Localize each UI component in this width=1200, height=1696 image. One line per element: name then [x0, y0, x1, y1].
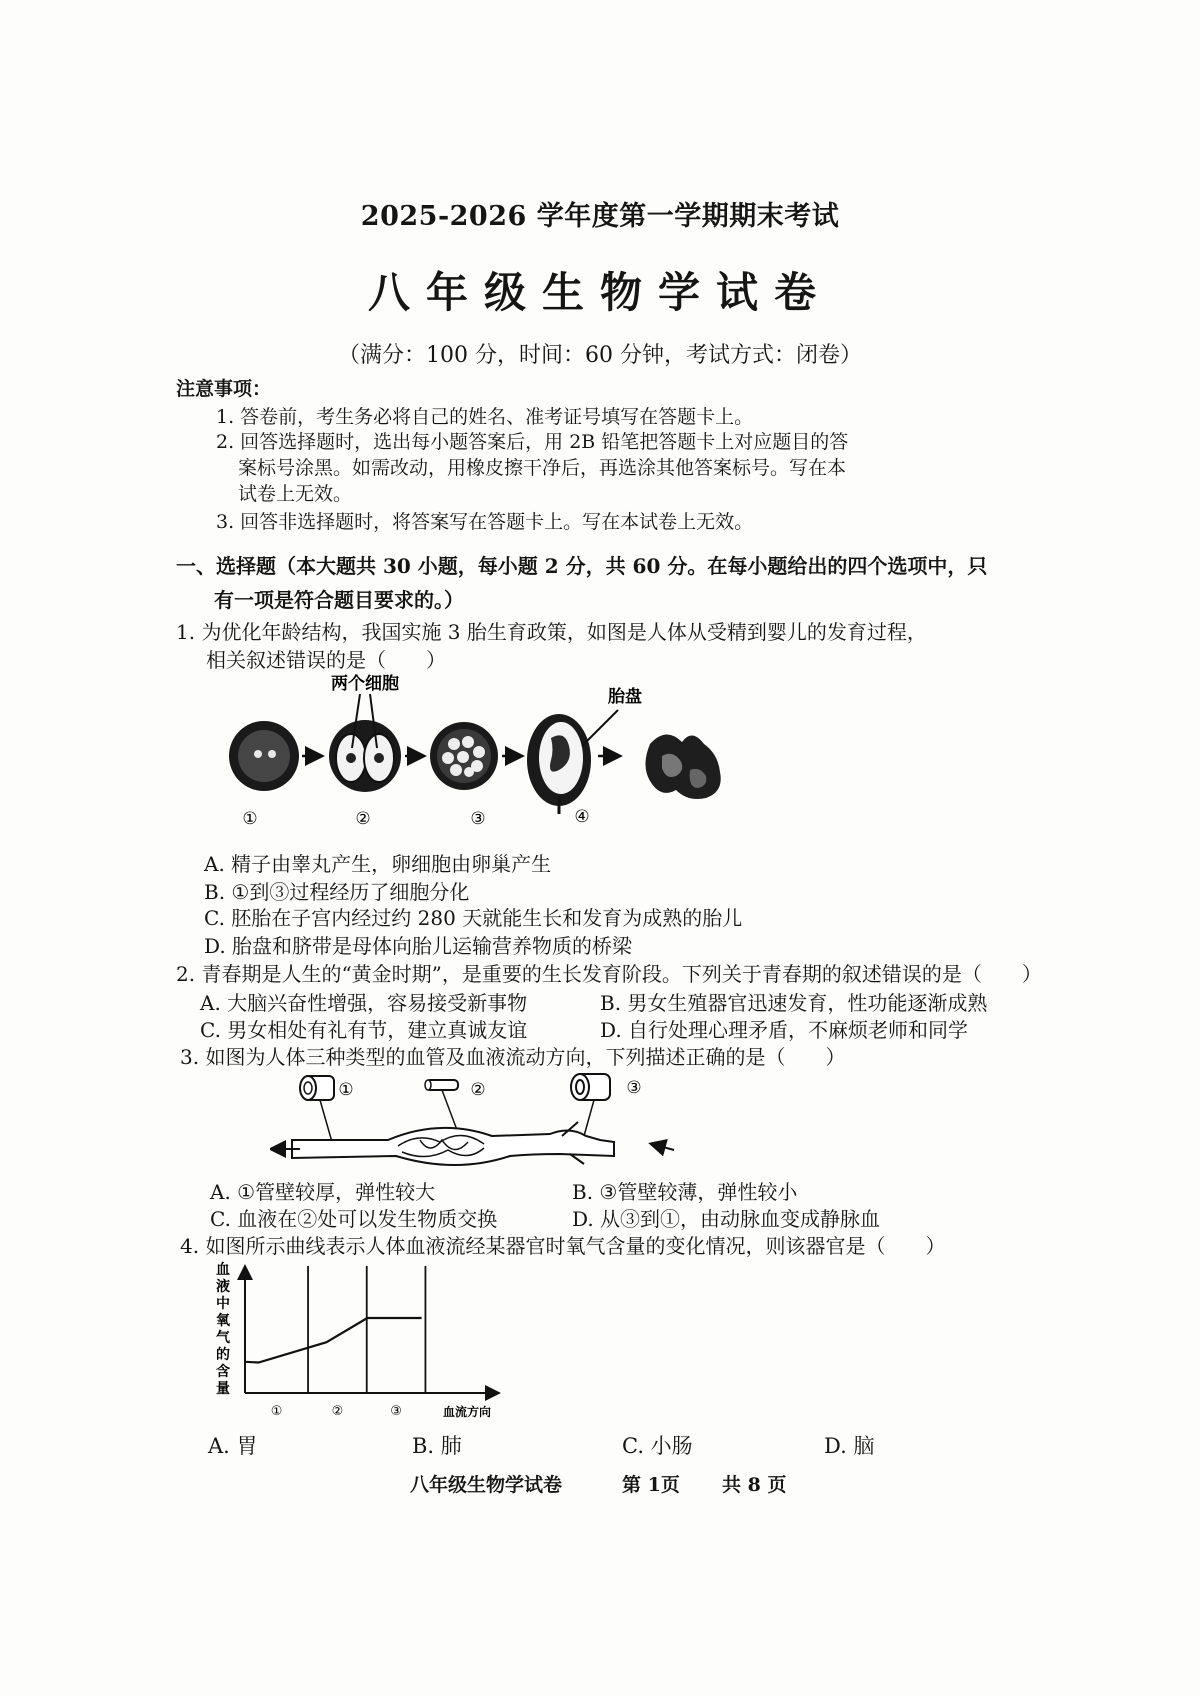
option-c: C. 血液在②处可以发生物质交换: [210, 1207, 498, 1231]
option-a: A. 大脑兴奋性增强，容易接受新事物: [200, 991, 528, 1015]
footer-page-number: 第 1页: [622, 1474, 680, 1496]
footer-total-pages: 共 8 页: [722, 1474, 787, 1496]
notice-item: 试卷上无效。: [238, 483, 353, 505]
vessel-1-section: [300, 1076, 334, 1100]
vessel-2-section: [425, 1080, 458, 1090]
option-c: C. 小肠: [622, 1434, 693, 1458]
option-b: B. 肺: [412, 1434, 462, 1458]
oxygen-series-line: [245, 1318, 422, 1363]
notice-heading: 注意事项：: [176, 378, 272, 400]
label-placenta: 胎盘: [608, 687, 642, 707]
question-stem: 相关叙述错误的是（ ）: [206, 648, 446, 672]
question-stem: 4. 如图所示曲线表示人体血液流经某器官时氧气含量的变化情况，则该器官是（ ）: [180, 1234, 946, 1258]
subject-title: 八年级生物学试卷: [367, 268, 832, 317]
option-a: A. 胃: [208, 1434, 258, 1458]
vessel-label: ③: [626, 1078, 642, 1098]
stage-label: ①: [242, 809, 258, 829]
notice-item: 2. 回答选择题时，选出每小题答案后，用 2B 铅笔把答题卡上对应题目的答: [216, 431, 849, 453]
stage-label: ③: [470, 809, 486, 829]
stage-label: ④: [574, 807, 590, 827]
y-axis-label-char: 氧: [216, 1313, 230, 1329]
notice-item: 1. 答卷前，考生务必将自己的姓名、准考证号填写在答题卡上。: [216, 406, 754, 428]
exam-info: （满分：100 分，时间：60 分钟，考试方式：闭卷）: [338, 343, 862, 368]
y-axis-label-char: 中: [216, 1296, 230, 1312]
option-b: B. 男女生殖器官迅速发育，性功能逐渐成熟: [600, 991, 988, 1015]
y-axis-label-char: 的: [216, 1347, 230, 1363]
section-heading: 有一项是符合题目要求的。）: [214, 588, 464, 612]
question-stem: 2. 青春期是人生的“黄金时期”，是重要的生长发育阶段。下列关于青春期的叙述错误的是（ ）: [176, 962, 1042, 986]
question-stem: 3. 如图为人体三种类型的血管及血液流动方向，下列描述正确的是（ ）: [180, 1045, 846, 1069]
vessel-label: ①: [338, 1080, 354, 1100]
x-axis-label: 血流方向: [442, 1405, 492, 1419]
vessel-label: ②: [470, 1080, 486, 1100]
stage1-zygote: [229, 721, 299, 791]
footer-paper-title: 八年级生物学试卷: [410, 1474, 563, 1496]
x-category-label: ③: [390, 1404, 402, 1419]
embryo-development-figure: [220, 672, 780, 834]
option-c: C. 胚胎在子宫内经过约 280 天就能生长和发育为成熟的胎儿: [204, 906, 743, 930]
option-d: D. 从③到①，由动脉血变成静脉血: [572, 1207, 881, 1231]
option-b: B. ①到③过程经历了细胞分化: [204, 880, 470, 904]
x-category-label: ①: [270, 1404, 283, 1419]
y-axis-label: [216, 1261, 231, 1397]
option-d: D. 脑: [824, 1434, 875, 1458]
y-axis-label-char: 量: [216, 1381, 230, 1397]
option-d: D. 自行处理心理矛盾，不麻烦老师和同学: [600, 1018, 969, 1042]
exam-title: 2025-2026 学年度第一学期期末考试: [360, 201, 840, 232]
x-category-label: ②: [331, 1404, 344, 1419]
notice-item: 3. 回答非选择题时，将答案写在答题卡上。写在本试卷上无效。: [216, 511, 754, 533]
stage3-morula: [430, 722, 498, 790]
option-a: A. ①管壁较厚，弹性较大: [210, 1180, 436, 1204]
option-c: C. 男女相处有礼有节，建立真诚友谊: [200, 1018, 528, 1042]
section-heading: 一、选择题（本大题共 30 小题，每小题 2 分，共 60 分。在每小题给出的四个选项中，只: [176, 554, 988, 578]
label-two-cells: 两个细胞: [331, 674, 399, 694]
stage2-two-cells: [329, 720, 401, 792]
y-axis-label-char: 液: [216, 1279, 230, 1295]
y-axis-label-char: 血: [216, 1262, 230, 1278]
oxygen-chart: [205, 1258, 525, 1426]
option-d: D. 胎盘和脐带是母体向胎儿运输营养物质的桥梁: [204, 934, 633, 958]
option-a: A. 精子由睾丸产生，卵细胞由卵巢产生: [204, 852, 552, 876]
region-dividers: [308, 1266, 425, 1393]
option-b: B. ③管壁较薄，弹性较小: [572, 1180, 798, 1204]
baby-image: [645, 734, 720, 799]
stage4-embryo: [527, 714, 591, 814]
notice-item: 案标号涂黑。如需改动，用橡皮擦干净后，再选涂其他答案标号。写在本: [238, 457, 847, 479]
question-stem: 1. 为优化年龄结构，我国实施 3 胎生育政策，如图是人体从受精到婴儿的发育过程，: [176, 620, 927, 644]
stage-label: ②: [355, 809, 371, 829]
y-axis-label-char: 含: [216, 1364, 230, 1380]
vessel-3-section: [571, 1074, 610, 1100]
y-axis-label-char: 气: [216, 1330, 230, 1346]
blood-vessel-figure: [270, 1070, 690, 1180]
